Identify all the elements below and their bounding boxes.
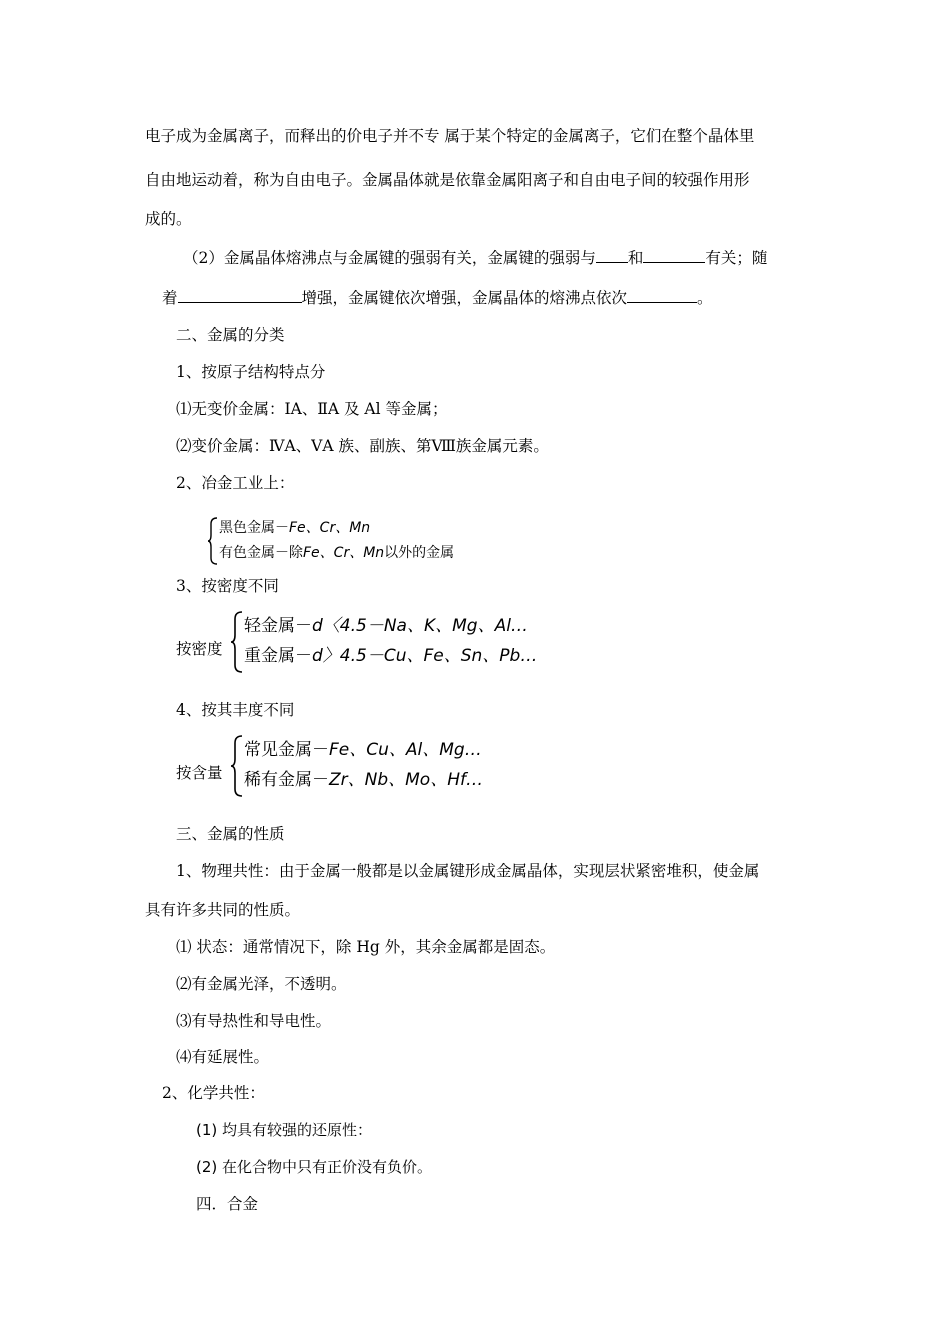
brace-icon	[230, 610, 244, 674]
common-metal-row	[244, 739, 482, 761]
metallurgy-classification	[207, 516, 527, 566]
section3-phys-a: ⑴ 状态：通常情况下，除 Hg 外，其余金属都是固态。	[176, 938, 556, 956]
brace-icon	[207, 516, 219, 566]
light-metal-value: d〈4.5－Na、K、Mg、Al…	[312, 616, 528, 636]
ferrous-metal-row	[219, 519, 370, 537]
section3-chem-a: (1) 均具有较强的还原性：	[196, 1121, 373, 1139]
rare-metal-row	[244, 769, 483, 791]
fill-blank-4[interactable]	[627, 286, 697, 303]
rare-metal-value: Zr、Nb、Mo、Hf…	[329, 770, 483, 790]
section3-chem-title: 2、化学共性：	[162, 1084, 265, 1102]
common-metal-value: Fe、Cu、Al、Mg…	[329, 740, 482, 760]
section3-chem-b: (2) 在化合物中只有正价没有负价。	[196, 1158, 433, 1176]
section2-item1-title: 1、按原子结构特点分	[176, 363, 326, 381]
section2-title: 二、金属的分类	[176, 326, 285, 344]
ferrous-metal-value: Fe、Cr、Mn	[289, 520, 371, 536]
section2-item2-title: 2、冶金工业上：	[176, 474, 295, 492]
para2-line2	[162, 286, 713, 308]
fill-blank-3[interactable]	[178, 286, 302, 303]
rare-metal-label: 稀有金属－	[244, 770, 329, 790]
section2-item3-title: 3、按密度不同	[176, 577, 279, 595]
section2-item1-b: ⑵变价金属：ⅣA、ⅤA 族、副族、第Ⅷ族金属元素。	[176, 437, 549, 455]
section4-title: 四．合金	[196, 1195, 259, 1213]
common-metal-label: 常见金属－	[244, 740, 329, 760]
density-classification	[230, 610, 560, 674]
para2-text-4: 着	[162, 289, 178, 307]
para2-line1	[183, 246, 767, 268]
section3-phys-line2: 具有许多共同的性质。	[145, 901, 301, 919]
section3-phys-d: ⑷有延展性。	[176, 1048, 270, 1066]
section3-phys-line1: 1、物理共性：由于金属一般都是以金属键形成金属晶体，实现层状紧密堆积，使金属	[176, 862, 760, 880]
nonferrous-metal-label: 有色金属－除	[219, 545, 303, 561]
abundance-group-label: 按含量	[176, 764, 223, 782]
section3-title: 三、金属的性质	[176, 825, 285, 843]
section2-item4-title: 4、按其丰度不同	[176, 701, 295, 719]
section2-item1-a: ⑴无变价金属：ⅠA、ⅡA 及 Al 等金属；	[176, 400, 448, 418]
para2-text-5: 增强，金属键依次增强，金属晶体的熔沸点依次	[301, 289, 628, 307]
light-metal-row	[244, 615, 528, 637]
para1-line2: 自由地运动着，称为自由电子。金属晶体就是依靠金属阳离子和自由电子间的较强作用形	[145, 171, 750, 189]
light-metal-label: 轻金属－	[244, 616, 312, 636]
heavy-metal-label: 重金属－	[244, 646, 312, 666]
fill-blank-1[interactable]	[596, 246, 628, 263]
nonferrous-metal-row	[219, 544, 454, 562]
para2-text-2: 和	[627, 249, 644, 267]
para2-text-6: 。	[697, 289, 713, 307]
abundance-classification	[230, 734, 560, 798]
density-group-label: 按密度	[176, 640, 223, 658]
section3-phys-c: ⑶有导热性和导电性。	[176, 1012, 332, 1030]
para2-text-3: 有关；随	[705, 249, 768, 267]
nonferrous-metal-suffix: 以外的金属	[384, 545, 455, 561]
fill-blank-2[interactable]	[643, 246, 705, 263]
nonferrous-metal-value: Fe、Cr、Mn	[303, 545, 385, 561]
heavy-metal-row	[244, 645, 537, 667]
ferrous-metal-label: 黑色金属－	[219, 520, 289, 536]
para1-line1: 电子成为金属离子，而释出的价电子并不专 属于某个特定的金属离子，它们在整个晶体里	[145, 127, 755, 145]
para2-text-1: （2）金属晶体熔沸点与金属键的强弱有关，金属键的强弱与	[183, 249, 596, 267]
heavy-metal-value: d〉4.5－Cu、Fe、Sn、Pb…	[312, 646, 538, 666]
para1-line3: 成的。	[145, 210, 192, 228]
section3-phys-b: ⑵有金属光泽，不透明。	[176, 975, 347, 993]
brace-icon	[230, 734, 244, 798]
